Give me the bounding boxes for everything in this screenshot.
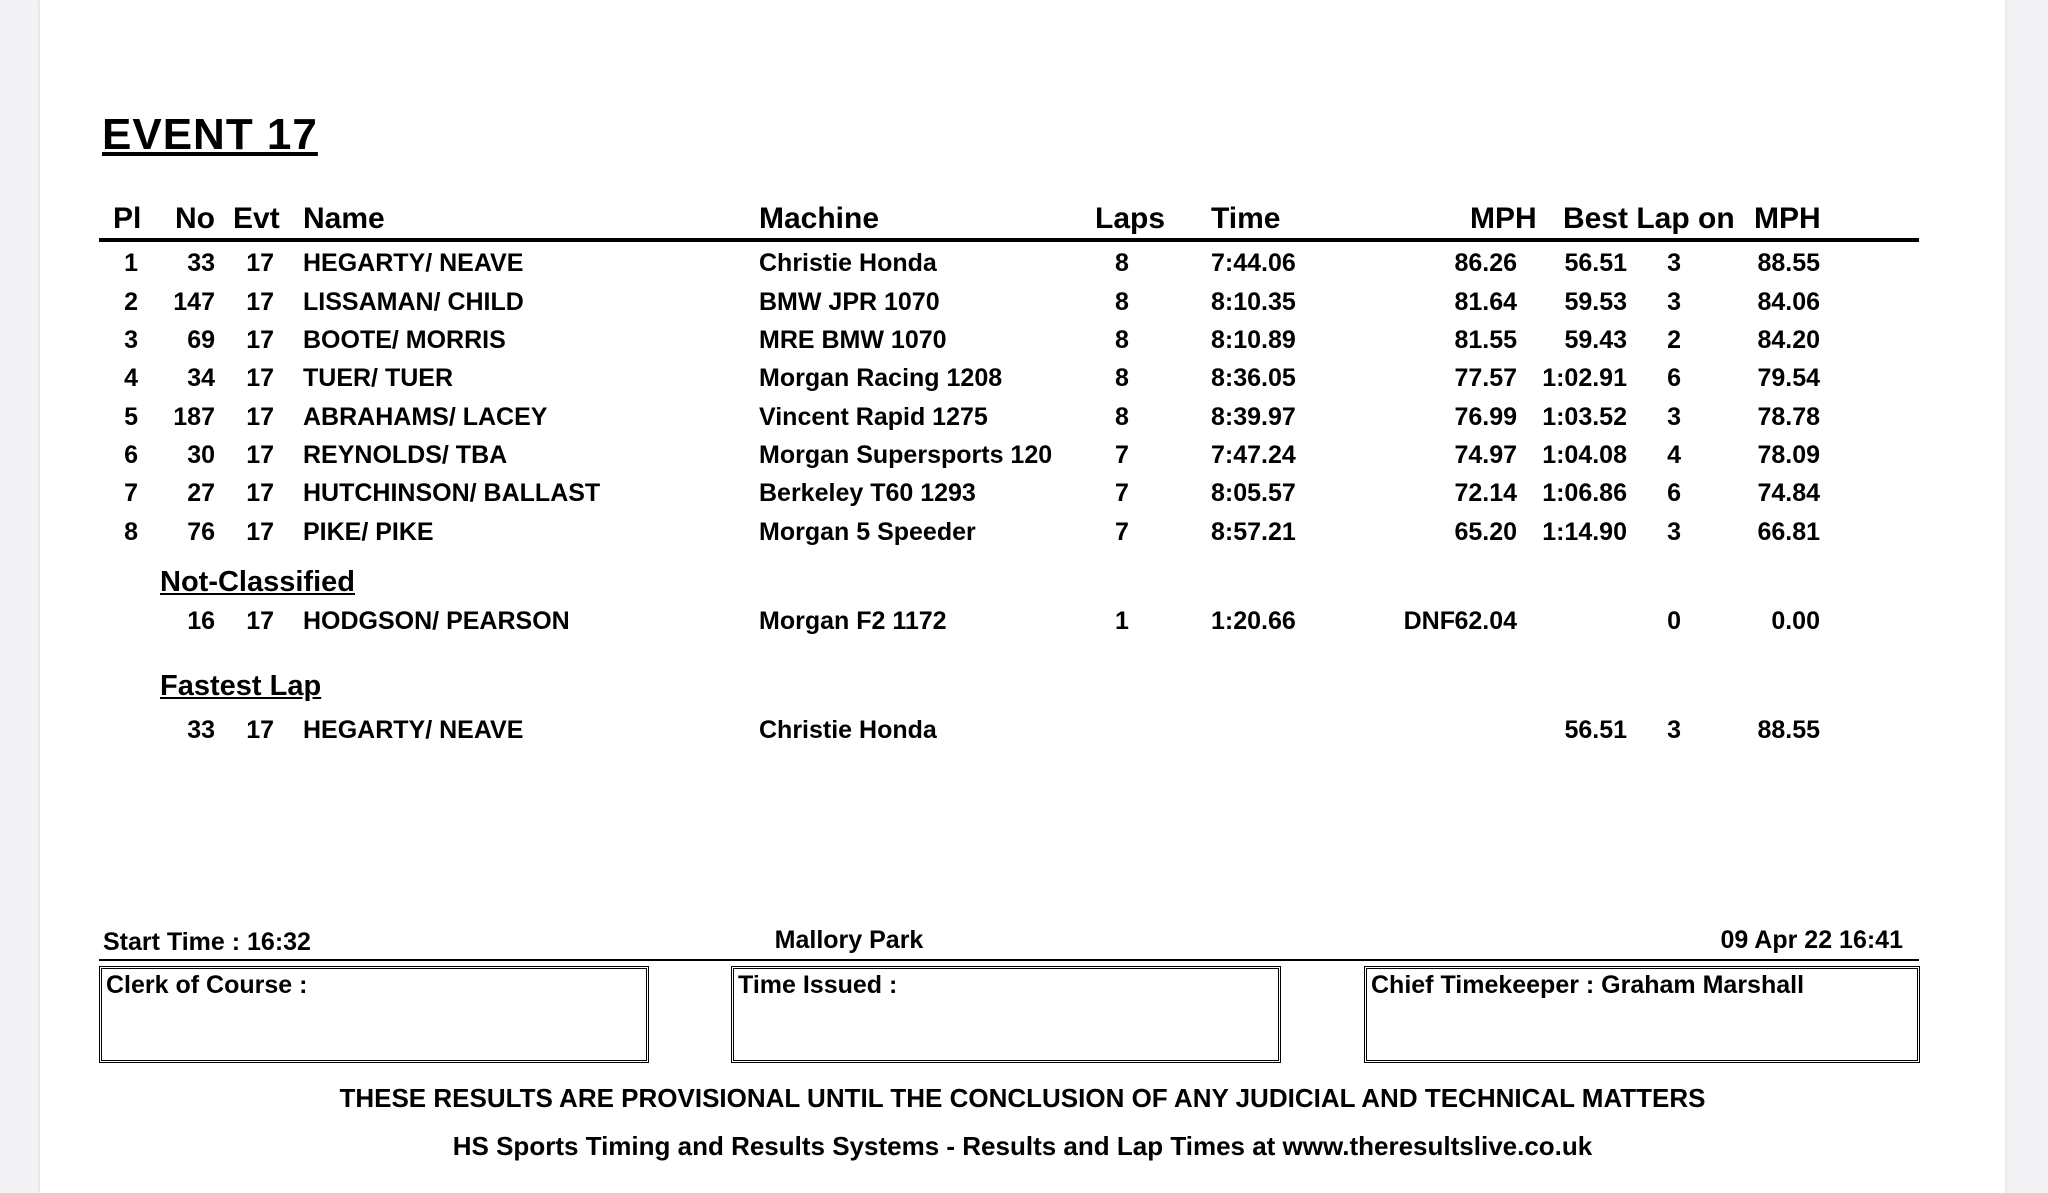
header-machine: Machine xyxy=(759,202,880,235)
results-datetime: 09 Apr 22 16:41 xyxy=(1720,926,1903,954)
cell-pl: 3 xyxy=(124,326,138,354)
results-sheet xyxy=(40,0,2005,1193)
time-issued-label: Time Issued : xyxy=(738,971,898,999)
cell-machine: Morgan Racing 1208 xyxy=(759,364,1003,392)
cell-time: 8:10.89 xyxy=(1211,326,1296,354)
cell-no: 76 xyxy=(187,518,215,546)
cell-name: HEGARTY/ NEAVE xyxy=(303,716,524,744)
cell-laps: 8 xyxy=(1115,288,1129,316)
cell-lap-on: 0 xyxy=(1667,607,1681,635)
cell-no: 33 xyxy=(187,716,215,744)
cell-best-lap: 1:14.90 xyxy=(1542,518,1627,546)
cell-laps: 1 xyxy=(1115,607,1129,635)
cell-best-lap: 1:04.08 xyxy=(1542,441,1627,469)
cell-evt: 17 xyxy=(246,326,274,354)
cell-best-lap: 1:02.91 xyxy=(1542,364,1627,392)
header-rule xyxy=(99,238,1919,242)
cell-lap-on: 4 xyxy=(1667,441,1681,469)
event-title: EVENT 17 xyxy=(102,110,318,159)
cell-name: HEGARTY/ NEAVE xyxy=(303,249,524,277)
cell-lap-on: 3 xyxy=(1667,403,1681,431)
cell-no: 147 xyxy=(173,288,215,316)
cell-mph: 65.20 xyxy=(1454,518,1517,546)
cell-lap-on: 3 xyxy=(1667,288,1681,316)
cell-name: TUER/ TUER xyxy=(303,364,453,392)
cell-best-mph: 78.09 xyxy=(1757,441,1820,469)
cell-time: 8:36.05 xyxy=(1211,364,1296,392)
cell-lap-on: 3 xyxy=(1667,518,1681,546)
provisional-notice: THESE RESULTS ARE PROVISIONAL UNTIL THE CONCLUSION OF ANY JUDICIAL AND TECHNICAL MATTERS xyxy=(339,1083,1706,1113)
cell-best-mph: 88.55 xyxy=(1757,249,1820,277)
cell-time: 7:47.24 xyxy=(1211,441,1296,469)
header-best-mph: MPH xyxy=(1754,202,1821,235)
header-name: Name xyxy=(303,202,385,235)
chief-timekeeper-label: Chief Timekeeper : Graham Marshall xyxy=(1371,971,1805,999)
cell-status: DNF xyxy=(1403,607,1455,635)
cell-evt: 17 xyxy=(246,364,274,392)
cell-lap-on: 2 xyxy=(1667,326,1681,354)
cell-name: LISSAMAN/ CHILD xyxy=(303,288,524,316)
chief-timekeeper-box xyxy=(1364,966,1920,1063)
cell-name: ABRAHAMS/ LACEY xyxy=(303,403,548,431)
cell-mph: 62.04 xyxy=(1454,607,1517,635)
cell-best-mph: 74.84 xyxy=(1757,479,1820,507)
footer-rule xyxy=(99,959,1919,961)
cell-pl: 2 xyxy=(124,288,138,316)
cell-machine: BMW JPR 1070 xyxy=(759,288,940,316)
header-best-lap-on: Best Lap on xyxy=(1563,202,1735,235)
cell-evt: 17 xyxy=(246,403,274,431)
cell-best-mph: 84.06 xyxy=(1757,288,1820,316)
header-time: Time xyxy=(1211,202,1281,235)
cell-laps: 7 xyxy=(1115,441,1129,469)
cell-name: HODGSON/ PEARSON xyxy=(303,607,570,635)
cell-time: 8:05.57 xyxy=(1211,479,1296,507)
header-pl: Pl xyxy=(113,202,142,235)
cell-name: PIKE/ PIKE xyxy=(303,518,434,546)
cell-no: 30 xyxy=(187,441,215,469)
cell-lap-on: 6 xyxy=(1667,479,1681,507)
cell-lap-on: 3 xyxy=(1667,716,1681,744)
cell-time: 8:57.21 xyxy=(1211,518,1296,546)
cell-best-mph: 79.54 xyxy=(1757,364,1820,392)
cell-laps: 8 xyxy=(1115,249,1129,277)
cell-time: 8:39.97 xyxy=(1211,403,1296,431)
cell-name: REYNOLDS/ TBA xyxy=(303,441,508,469)
cell-laps: 8 xyxy=(1115,364,1129,392)
cell-no: 33 xyxy=(187,249,215,277)
not-classified-heading: Not-Classified xyxy=(160,566,355,598)
cell-best-mph: 0.00 xyxy=(1771,607,1820,635)
cell-laps: 8 xyxy=(1115,326,1129,354)
cell-name: BOOTE/ MORRIS xyxy=(303,326,506,354)
cell-evt: 17 xyxy=(246,479,274,507)
cell-evt: 17 xyxy=(246,441,274,469)
cell-machine: Morgan F2 1172 xyxy=(759,607,947,635)
cell-best-mph: 88.55 xyxy=(1757,716,1820,744)
cell-pl: 8 xyxy=(124,518,138,546)
cell-no: 187 xyxy=(173,403,215,431)
cell-mph: 81.55 xyxy=(1454,326,1517,354)
cell-laps: 8 xyxy=(1115,403,1129,431)
cell-evt: 17 xyxy=(246,288,274,316)
cell-mph: 76.99 xyxy=(1454,403,1517,431)
cell-name: HUTCHINSON/ BALLAST xyxy=(303,479,601,507)
time-issued-box xyxy=(731,966,1281,1063)
cell-machine: Christie Honda xyxy=(759,249,937,277)
cell-pl: 1 xyxy=(124,249,138,277)
cell-best-lap: 59.43 xyxy=(1564,326,1627,354)
cell-pl: 7 xyxy=(124,479,138,507)
cell-machine: Morgan 5 Speeder xyxy=(759,518,976,546)
cell-laps: 7 xyxy=(1115,518,1129,546)
cell-machine: Morgan Supersports 120 xyxy=(759,441,1053,469)
cell-machine: MRE BMW 1070 xyxy=(759,326,947,354)
cell-no: 16 xyxy=(187,607,215,635)
cell-lap-on: 3 xyxy=(1667,249,1681,277)
clerk-of-course-label: Clerk of Course : xyxy=(106,971,308,999)
cell-no: 34 xyxy=(187,364,215,392)
cell-best-lap: 59.53 xyxy=(1564,288,1627,316)
cell-mph: 74.97 xyxy=(1454,441,1517,469)
cell-lap-on: 6 xyxy=(1667,364,1681,392)
cell-best-mph: 66.81 xyxy=(1757,518,1820,546)
cell-mph: 81.64 xyxy=(1454,288,1517,316)
cell-time: 1:20.66 xyxy=(1211,607,1296,635)
header-mph: MPH xyxy=(1470,202,1537,235)
cell-no: 69 xyxy=(187,326,215,354)
cell-evt: 17 xyxy=(246,607,274,635)
fastest-lap-heading: Fastest Lap xyxy=(160,670,322,702)
header-laps: Laps xyxy=(1095,202,1166,235)
timing-credit: HS Sports Timing and Results Systems - Results and Lap Times at www.theresultslive.co.uk xyxy=(452,1131,1593,1161)
cell-evt: 17 xyxy=(246,716,274,744)
cell-pl: 6 xyxy=(124,441,138,469)
cell-best-mph: 84.20 xyxy=(1757,326,1820,354)
cell-mph: 86.26 xyxy=(1454,249,1517,277)
venue: Mallory Park xyxy=(774,926,924,954)
cell-mph: 77.57 xyxy=(1454,364,1517,392)
cell-pl: 5 xyxy=(124,403,138,431)
cell-time: 7:44.06 xyxy=(1211,249,1296,277)
cell-best-lap: 1:06.86 xyxy=(1542,479,1627,507)
cell-machine: Christie Honda xyxy=(759,716,937,744)
cell-pl: 4 xyxy=(124,364,138,392)
cell-laps: 7 xyxy=(1115,479,1129,507)
start-time: Start Time : 16:32 xyxy=(103,928,311,956)
cell-evt: 17 xyxy=(246,518,274,546)
header-evt: Evt xyxy=(233,202,280,235)
cell-evt: 17 xyxy=(246,249,274,277)
cell-machine: Berkeley T60 1293 xyxy=(759,479,976,507)
cell-best-lap: 56.51 xyxy=(1564,716,1627,744)
cell-machine: Vincent Rapid 1275 xyxy=(759,403,988,431)
cell-no: 27 xyxy=(187,479,215,507)
clerk-of-course-box xyxy=(99,966,649,1063)
cell-best-lap: 1:03.52 xyxy=(1542,403,1627,431)
cell-best-lap: 56.51 xyxy=(1564,249,1627,277)
cell-mph: 72.14 xyxy=(1454,479,1517,507)
header-no: No xyxy=(175,202,215,235)
cell-best-mph: 78.78 xyxy=(1757,403,1820,431)
cell-time: 8:10.35 xyxy=(1211,288,1296,316)
